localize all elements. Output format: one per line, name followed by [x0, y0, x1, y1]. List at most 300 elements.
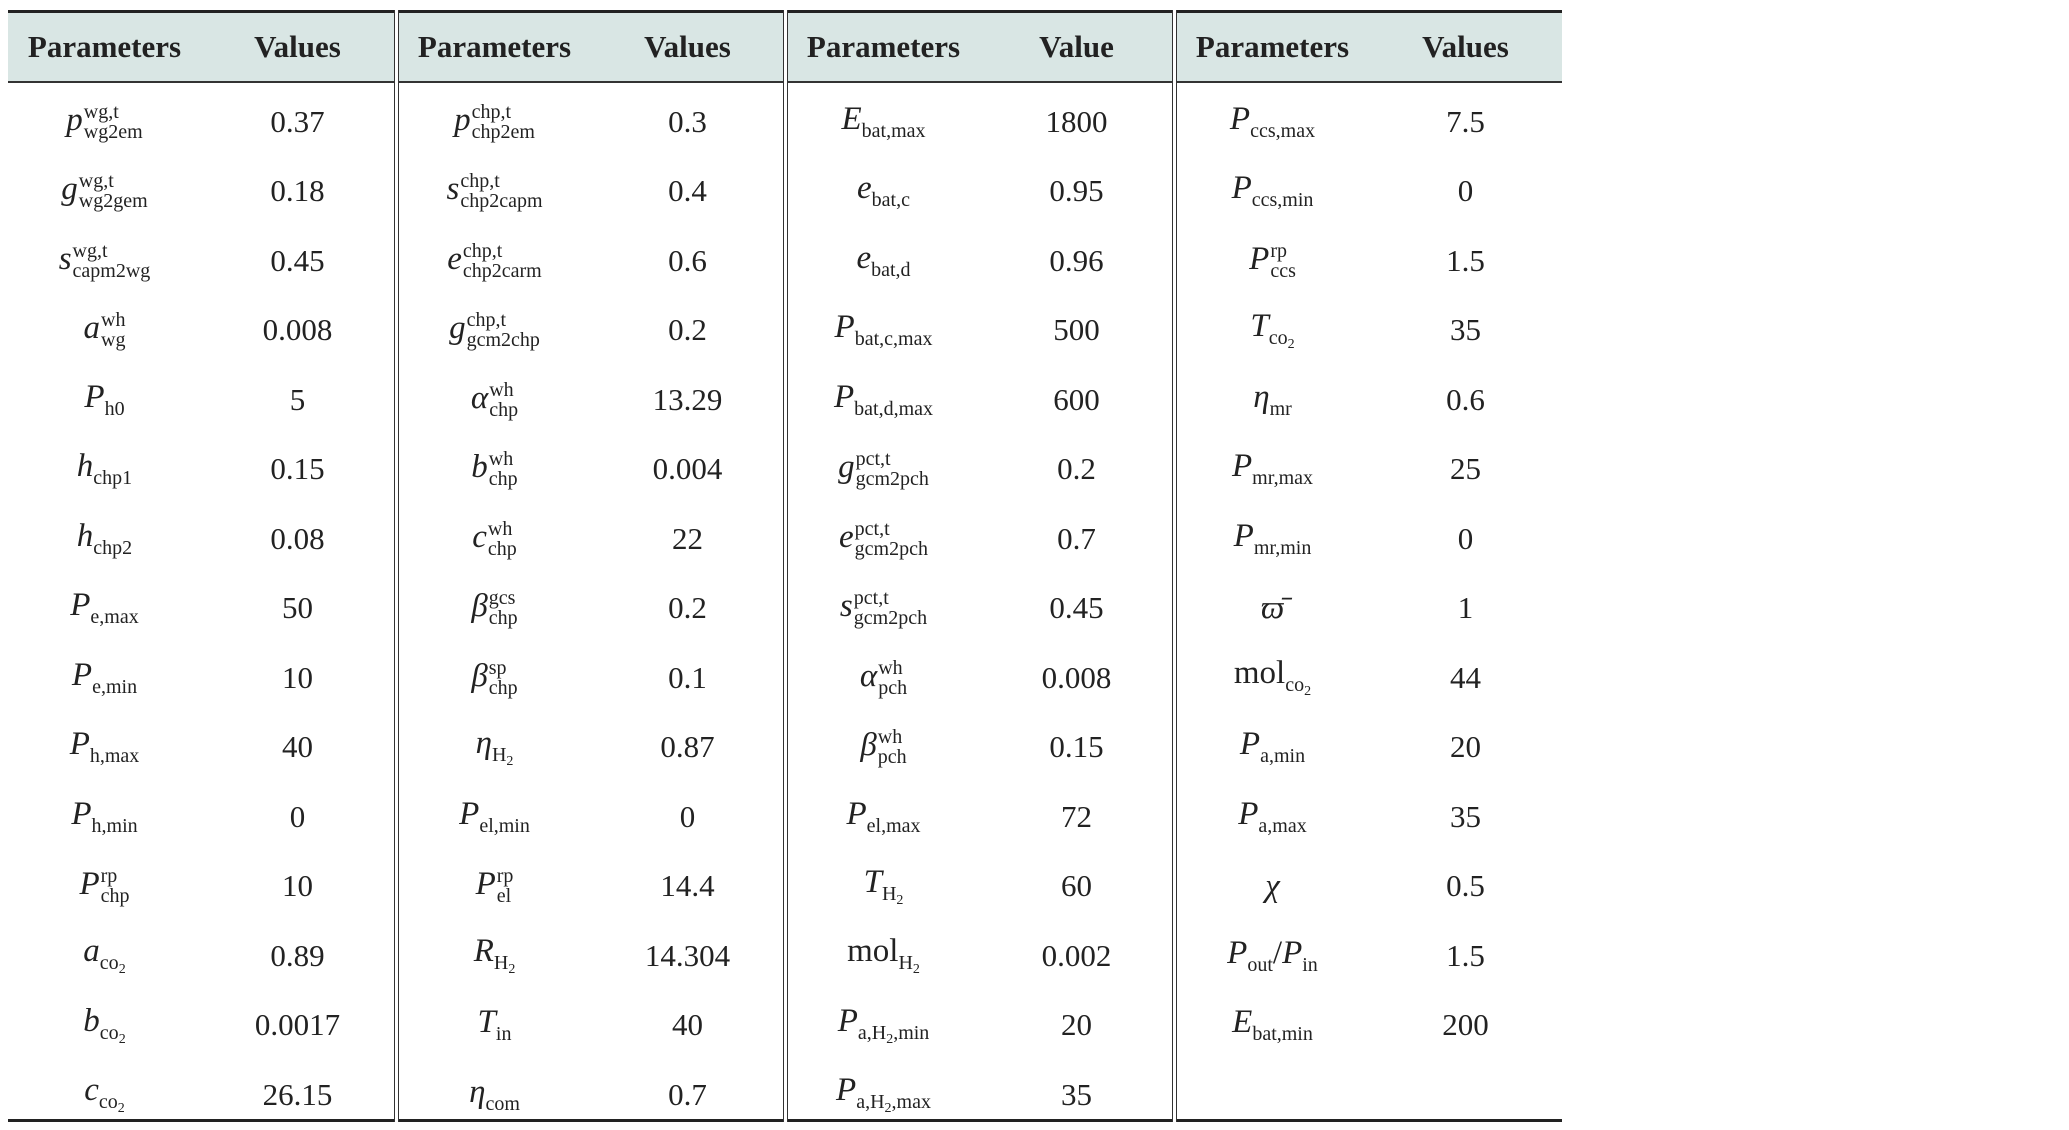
- table-row: [787, 157, 1173, 227]
- param-subscript: el,max: [866, 814, 921, 837]
- param-symbol: P: [79, 866, 100, 903]
- value-cell: 0.45: [1049, 590, 1104, 626]
- value-cell: 10: [282, 868, 313, 904]
- parameter-table-3: [787, 10, 1173, 1122]
- table-row: [1176, 226, 1562, 296]
- table-row: [398, 435, 784, 505]
- param-superscript: wg,t: [72, 239, 108, 262]
- table-row: [8, 504, 394, 574]
- table-row: [398, 713, 784, 783]
- param-scripts: [489, 449, 518, 489]
- param-superscript: wh: [878, 656, 903, 679]
- value-cell: 10: [282, 659, 313, 695]
- table-row: [787, 504, 1173, 574]
- parameter-cell: [787, 658, 980, 698]
- table-row: [1176, 852, 1562, 922]
- parameter-cell: [787, 101, 980, 143]
- param-scripts: [489, 588, 518, 628]
- value-cell: 0.6: [1446, 381, 1485, 417]
- param-subscript: co2: [1268, 326, 1295, 352]
- param-symbol: E: [841, 100, 862, 137]
- param-subscript: a,max: [1258, 814, 1307, 837]
- table-row: [8, 991, 394, 1061]
- param-symbol: E: [1232, 1004, 1253, 1041]
- table-row: [787, 1060, 1173, 1130]
- table-row: [8, 87, 394, 157]
- parameter-cell: [1176, 1004, 1369, 1046]
- table-row: [787, 991, 1173, 1061]
- value-cell: 7.5: [1446, 103, 1485, 139]
- parameter-cell: [398, 588, 591, 628]
- param-symbol: p: [66, 101, 83, 138]
- param-subscript: gcm2pch: [853, 607, 928, 630]
- value-cell: 0.2: [668, 590, 707, 626]
- param-superscript: pct,t: [854, 517, 890, 540]
- value-cell: 500: [1053, 312, 1100, 348]
- table-body: [8, 87, 394, 1130]
- param-subscript: co2: [99, 952, 126, 978]
- parameter-cell: [8, 587, 201, 629]
- value-cell: 22: [672, 520, 703, 556]
- parameter-cell: [398, 796, 591, 838]
- param-superscript: pct,t: [853, 587, 889, 610]
- param-subscript-tail: ,max: [891, 1091, 931, 1114]
- param-subscript: e,max: [90, 606, 139, 629]
- param-subscript: chp2em: [471, 120, 535, 143]
- param-subscript: pch: [877, 746, 907, 769]
- table-row: [1176, 296, 1562, 366]
- parameter-cell: [8, 866, 201, 906]
- parameter-cell: [398, 1004, 591, 1046]
- param-symbol: P: [1227, 934, 1248, 971]
- param-symbol: P: [69, 726, 90, 763]
- value-cell: 0.15: [270, 451, 325, 487]
- parameter-cell: [398, 519, 591, 559]
- table-body: [1176, 87, 1562, 1060]
- parameter-cell: [398, 1074, 591, 1116]
- header-parameters: Parameters: [417, 29, 572, 64]
- param-symbol: η: [469, 1073, 486, 1110]
- param-symbol: β: [860, 727, 877, 764]
- param-scripts: [472, 102, 535, 142]
- header-parameters: Parameters: [1195, 29, 1350, 64]
- value-cell: 14.304: [644, 937, 731, 973]
- parameter-cell: [8, 657, 201, 699]
- param-scripts: [1270, 241, 1296, 281]
- param-subscript: bat,c: [871, 189, 910, 212]
- parameter-cell: [787, 1003, 980, 1048]
- table-row: [787, 782, 1173, 852]
- param-symbol: P: [836, 1072, 857, 1109]
- value-cell: 0.2: [668, 312, 707, 348]
- param-scripts: [489, 380, 518, 420]
- value-cell: 35: [1450, 798, 1481, 834]
- parameter-cell: [1176, 868, 1369, 905]
- param-subscript-index: 2: [117, 1101, 125, 1117]
- param-scripts: [84, 102, 143, 142]
- table-row: [398, 296, 784, 366]
- value-cell: 25: [1450, 451, 1481, 487]
- param-superscript: pct,t: [855, 448, 891, 471]
- param-subscript: chp: [488, 607, 518, 630]
- parameter-cell: [1176, 796, 1369, 838]
- parameter-cell: [8, 102, 201, 142]
- param-subscript: a,min: [1260, 745, 1306, 768]
- param-subscript: ccs: [1270, 259, 1296, 282]
- param-scripts: [878, 658, 907, 698]
- value-cell: 0.37: [270, 103, 325, 139]
- table-header: [398, 13, 784, 83]
- table-row: [1176, 643, 1562, 713]
- table-row: [8, 157, 394, 227]
- parameter-cell: [8, 518, 201, 560]
- param-subscript: out: [1247, 953, 1273, 976]
- param-scripts: [101, 310, 125, 350]
- parameter-cell: [8, 726, 201, 768]
- parameter-cell: [8, 933, 201, 978]
- value-cell: 0.6: [668, 242, 707, 278]
- param-symbol: P: [833, 378, 855, 415]
- value-cell: 0: [1457, 520, 1474, 556]
- param-symbol: P: [1231, 448, 1253, 485]
- parameter-cell: [1176, 170, 1369, 212]
- param-subscript: com: [485, 1092, 520, 1115]
- table-row: [8, 643, 394, 713]
- value-cell: 0.08: [270, 520, 325, 556]
- param-symbol: P: [837, 1002, 858, 1039]
- value-cell: 60: [1061, 868, 1092, 904]
- parameter-cell: [398, 171, 591, 211]
- header-parameters: Parameters: [27, 29, 182, 64]
- param-subscript: chp: [488, 468, 518, 491]
- parameter-cell: [8, 1003, 201, 1048]
- header-parameters: Parameters: [806, 29, 961, 64]
- table-row: [398, 1060, 784, 1130]
- param-symbol: b: [83, 1002, 100, 1039]
- parameter-cell: [398, 658, 591, 698]
- parameter-cell: [1176, 726, 1369, 768]
- param-scripts: [467, 310, 540, 350]
- param-subscript: chp1: [93, 467, 133, 490]
- value-cell: 35: [1061, 1076, 1092, 1112]
- param-symbol: χ: [1265, 867, 1280, 904]
- parameter-cell: [8, 241, 201, 281]
- table-row: [1176, 504, 1562, 574]
- param-subscript: H2: [898, 952, 920, 978]
- header-values: Values: [254, 29, 341, 64]
- value-cell: 0.5: [1446, 868, 1485, 904]
- table-body: [398, 87, 784, 1130]
- table-row: [8, 574, 394, 644]
- param-subscript: h0: [104, 397, 125, 420]
- table-row: [1176, 713, 1562, 783]
- value-cell: 0.4: [668, 173, 707, 209]
- param-subscript: wg2gem: [78, 190, 148, 213]
- param-superscript: chp,t: [471, 100, 512, 123]
- param-subscript-index: 2: [886, 1031, 894, 1047]
- parameter-cell: [1176, 655, 1369, 700]
- param-scripts: [73, 241, 151, 281]
- param-symbol: P: [71, 656, 93, 693]
- param-symbol: β: [471, 588, 488, 625]
- param-superscript: wh: [877, 726, 903, 749]
- parameter-cell: [398, 310, 591, 350]
- value-cell: 5: [289, 381, 306, 417]
- value-cell: 0: [679, 798, 696, 834]
- value-cell: 20: [1061, 1007, 1092, 1043]
- param-subscript: ccs,max: [1250, 119, 1316, 142]
- table-row: [1176, 921, 1562, 991]
- param-scripts: [460, 171, 542, 211]
- parameter-tables: [8, 10, 2062, 1122]
- param-subscript: chp: [100, 885, 130, 908]
- value-cell: 72: [1061, 798, 1092, 834]
- param-subscript: chp2: [93, 536, 133, 559]
- param-superscript: wg,t: [83, 100, 119, 123]
- param-symbol: η: [475, 724, 492, 761]
- table-row: [1176, 991, 1562, 1061]
- table-separator: [783, 10, 788, 1122]
- table-row: [8, 782, 394, 852]
- param-symbol: P: [1231, 170, 1252, 207]
- parameter-cell: [787, 519, 980, 559]
- param-symbol: g: [61, 171, 78, 208]
- param-subscript: co2: [98, 1091, 125, 1117]
- table-row: [787, 435, 1173, 505]
- header-values: Values: [1422, 29, 1509, 64]
- param-subscript: mr,max: [1252, 467, 1314, 490]
- table-row: [787, 296, 1173, 366]
- param-superscript: wh: [487, 517, 513, 540]
- param-symbol: P: [475, 866, 496, 903]
- param-subscript-index: 2: [912, 962, 920, 978]
- param-subscript: bat,d: [871, 258, 911, 281]
- param-superscript: chp,t: [462, 239, 503, 262]
- table-header: [1176, 13, 1562, 83]
- table-row: [398, 87, 784, 157]
- table-row: [398, 574, 784, 644]
- param-subscript: wg2em: [83, 120, 143, 143]
- param-symbol: α: [859, 657, 878, 694]
- table-row: [787, 921, 1173, 991]
- value-cell: 1: [1457, 590, 1474, 626]
- table-row: [398, 157, 784, 227]
- value-cell: 50: [282, 590, 313, 626]
- parameter-cell: [787, 170, 980, 212]
- param-subscript: e,min: [92, 675, 138, 698]
- param-subscript: a,H2,max: [856, 1091, 931, 1117]
- value-cell: 0.002: [1041, 937, 1112, 973]
- table-row: [787, 87, 1173, 157]
- table-row: [787, 574, 1173, 644]
- param-subscript: H2: [881, 882, 904, 908]
- param-scripts: [878, 727, 907, 767]
- table-row: [398, 782, 784, 852]
- header-values: Value: [1039, 29, 1114, 64]
- param-subscript: chp: [487, 537, 517, 560]
- param-symbol: e: [839, 518, 854, 555]
- param-subscript: bat,c,max: [854, 328, 933, 351]
- parameter-table-2: [398, 10, 784, 1122]
- param-subscript: a,H2,min: [857, 1021, 930, 1047]
- param-symbol: α: [470, 379, 489, 416]
- table-row: [8, 1060, 394, 1130]
- parameter-cell: [398, 449, 591, 489]
- param-subscript-index: 2: [118, 962, 126, 978]
- param-superscript: rp: [100, 865, 118, 888]
- param-symbol: P: [1229, 100, 1251, 137]
- param-symbol-2: P: [1282, 934, 1303, 971]
- parameter-cell: [398, 866, 591, 906]
- table-separator: [394, 10, 399, 1122]
- param-scripts: [463, 241, 542, 281]
- table-row: [398, 643, 784, 713]
- param-superscript: wh: [489, 378, 514, 401]
- parameter-cell: [1176, 590, 1369, 627]
- param-symbol: c: [84, 1072, 99, 1109]
- param-symbol: P: [1233, 517, 1254, 554]
- parameter-cell: [1176, 241, 1369, 281]
- param-scripts: [856, 449, 929, 489]
- param-subscript: capm2wg: [72, 259, 151, 282]
- param-symbol: a: [83, 933, 100, 970]
- parameter-table-4: [1176, 10, 1562, 1122]
- parameter-cell: [8, 310, 201, 350]
- param-subscript-index: 2: [508, 962, 516, 978]
- param-scripts: [101, 866, 130, 906]
- table-row: [8, 713, 394, 783]
- param-symbol: P: [846, 795, 867, 832]
- table-row: [1176, 365, 1562, 435]
- param-superscript: sp: [488, 656, 507, 679]
- param-subscript-tail: ,min: [893, 1021, 930, 1044]
- value-cell: 200: [1442, 1007, 1489, 1043]
- param-symbol: P: [70, 587, 91, 624]
- value-cell: 0.008: [262, 312, 333, 348]
- parameter-cell: [787, 1072, 980, 1117]
- table-row: [787, 852, 1173, 922]
- param-scripts: [488, 519, 517, 559]
- table-row: [1176, 435, 1562, 505]
- value-cell: 13.29: [652, 381, 723, 417]
- value-cell: 0.89: [270, 937, 325, 973]
- param-symbol: ϖ̄: [1260, 589, 1285, 626]
- parameter-cell: [787, 449, 980, 489]
- value-cell: 1.5: [1446, 937, 1485, 973]
- value-cell: 0.2: [1057, 451, 1096, 487]
- table-row: [8, 296, 394, 366]
- param-subscript: gcm2chp: [466, 329, 540, 352]
- param-subscript: el,min: [479, 814, 530, 837]
- param-symbol: e: [857, 170, 872, 207]
- value-cell: 1.5: [1446, 242, 1485, 278]
- value-cell: 40: [282, 729, 313, 765]
- param-superscript: wg,t: [78, 170, 114, 193]
- param-subscript: mr: [1269, 397, 1292, 420]
- param-symbol: g: [838, 449, 855, 486]
- table-separator: [1172, 10, 1177, 1122]
- parameter-cell: [787, 379, 980, 421]
- parameter-cell: [398, 102, 591, 142]
- param-subscript: gcm2pch: [855, 468, 929, 491]
- param-subscript: bat,min: [1252, 1023, 1313, 1046]
- param-symbol: η: [1253, 378, 1270, 415]
- param-symbol: s: [58, 240, 72, 277]
- param-divider: /: [1272, 934, 1283, 971]
- parameter-cell: [8, 448, 201, 490]
- table-row: [398, 852, 784, 922]
- param-symbol: a: [83, 310, 101, 347]
- param-symbol: P: [1238, 795, 1259, 832]
- param-subscript: H2: [491, 743, 514, 769]
- param-subscript-index: 2: [896, 892, 904, 908]
- param-symbol: R: [473, 933, 494, 970]
- value-cell: 40: [672, 1007, 703, 1043]
- table-row: [787, 226, 1173, 296]
- param-scripts: [854, 588, 927, 628]
- parameter-cell: [398, 725, 591, 770]
- param-symbol: mol: [847, 933, 899, 970]
- param-subscript: chp: [489, 398, 519, 421]
- parameter-cell: [398, 380, 591, 420]
- table-row: [787, 643, 1173, 713]
- param-subscript-index: 2: [118, 1031, 126, 1047]
- table-row: [8, 435, 394, 505]
- value-cell: 44: [1450, 659, 1481, 695]
- value-cell: 0.87: [660, 729, 715, 765]
- table-row: [787, 365, 1173, 435]
- value-cell: 0.95: [1049, 173, 1104, 209]
- param-subscript: gcm2pch: [854, 537, 928, 560]
- table-row: [787, 713, 1173, 783]
- param-symbol: e: [856, 239, 872, 276]
- param-symbol: P: [834, 309, 855, 346]
- param-symbol: mol: [1233, 655, 1286, 692]
- param-symbol: P: [1239, 726, 1261, 763]
- param-subscript: mr,min: [1253, 536, 1312, 559]
- param-subscript: ccs,min: [1251, 189, 1314, 212]
- parameter-cell: [787, 588, 980, 628]
- param-symbol: p: [454, 101, 471, 138]
- parameter-cell: [1176, 935, 1369, 977]
- param-subscript: bat,d,max: [854, 397, 934, 420]
- param-subscript: in: [495, 1023, 512, 1046]
- param-superscript: chp,t: [466, 309, 507, 332]
- parameter-cell: [787, 309, 980, 351]
- table-row: [8, 852, 394, 922]
- param-symbol: P: [459, 795, 480, 832]
- param-subscript: wg: [101, 329, 126, 352]
- table-row: [8, 226, 394, 296]
- param-subscript-index: 2: [1304, 684, 1312, 700]
- value-cell: 0: [1457, 173, 1474, 209]
- table-row: [398, 504, 784, 574]
- value-cell: 0.18: [270, 173, 325, 209]
- value-cell: 0.15: [1049, 729, 1104, 765]
- param-symbol: P: [84, 378, 105, 415]
- value-cell: 0.004: [652, 451, 723, 487]
- param-symbol: h: [76, 448, 94, 485]
- value-cell: 20: [1450, 729, 1481, 765]
- param-symbol: s: [446, 171, 460, 208]
- param-scripts: [855, 519, 928, 559]
- value-cell: 0.1: [668, 659, 707, 695]
- param-symbol: P: [71, 795, 92, 832]
- table-row: [1176, 87, 1562, 157]
- param-symbol: g: [449, 310, 466, 347]
- param-symbol: b: [471, 449, 488, 486]
- table-header: [787, 13, 1173, 83]
